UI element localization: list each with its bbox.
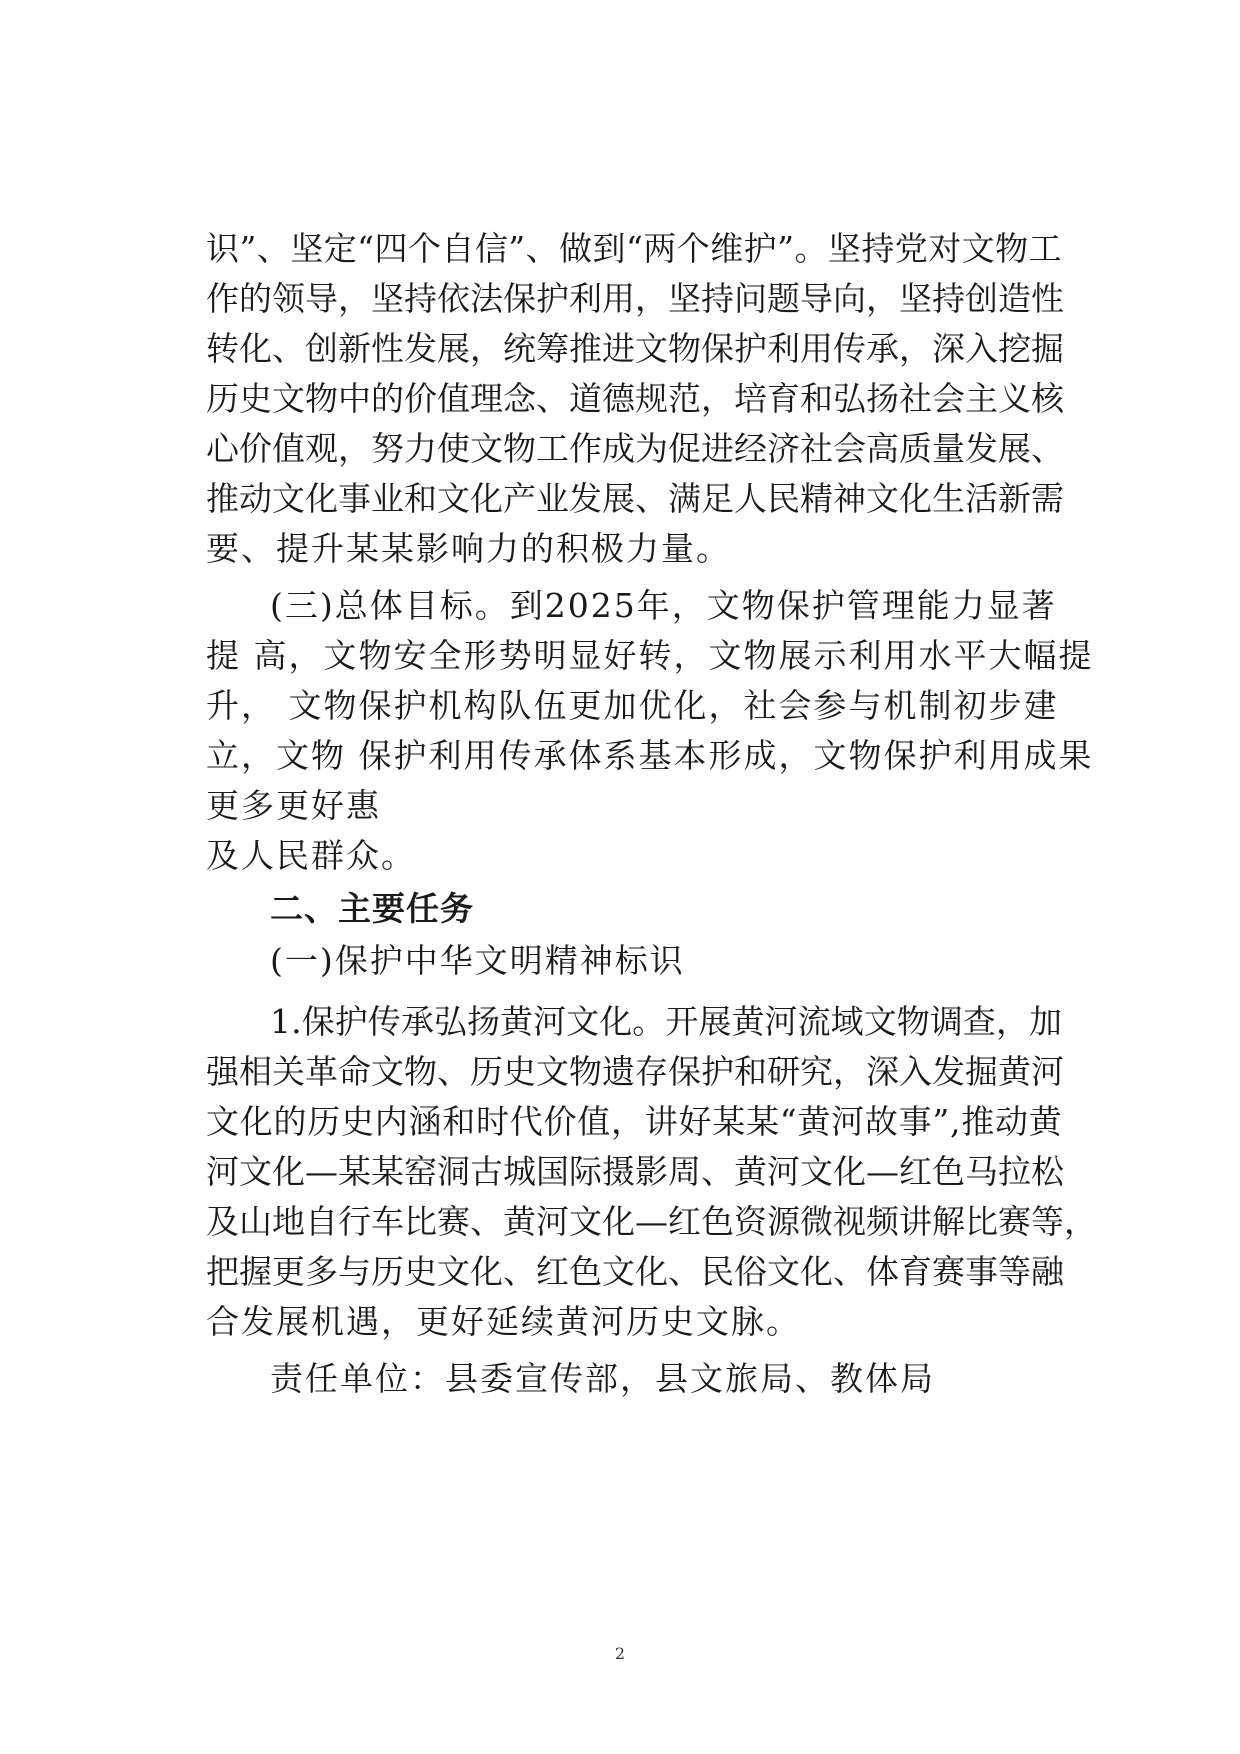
paragraph-3-line-4: 河 文 化 — 某 某 窑 洞 古 城 国 际 摄 影 周 、 黄 河 文 化 — 红 色 马 拉 松 [206, 1152, 1064, 1191]
paragraph-2-line-1: (三)总体目标。到2025年，文物保护管理能力显著 [270, 586, 1057, 625]
paragraph-3-line-3: 文 化 的 历 史 内 涵 和 时 代 价 值 ， 讲 好 某 某 “ 黄 河 故 事 ” , 推 动 黄 [206, 1102, 1062, 1141]
paragraph-3-line-1: 1 . 保 护 传 承 弘 扬 黄 河 文 化 。 开 展 黄 河 流 域 文 物 调 查 ， 加 [270, 1002, 1062, 1041]
subsection-heading: (一)保护中华文明精神标识 [270, 941, 685, 980]
paragraph-3-line-7: 合发展机遇，更好延续黄河历史文脉。 [206, 1302, 801, 1341]
paragraph-3-line-5: 及 山 地 自 行 车 比 赛 、 黄 河 文 化 — 红 色 资 源 微 视 频 讲 解 比 赛 等 ， [206, 1202, 1097, 1241]
paragraph-3-line-6: 把 握 更 多 与 历 史 文 化 、 红 色 文 化 、 民 俗 文 化 、 体 育 赛 事 等 融 [206, 1252, 1064, 1291]
paragraph-1-line-2: 作 的 领 导 ， 坚 持 依 法 保 护 利 用 ， 坚 持 问 题 导 向 ， 坚 持 创 造 性 [206, 279, 1064, 318]
paragraph-1-line-7: 要、提升某某影响力的积极力量。 [206, 529, 731, 568]
paragraph-3-line-2: 强 相 关 革 命 文 物 、 历 史 文 物 遗 存 保 护 和 研 究 ， 深 入 发 掘 黄 河 [206, 1052, 1064, 1091]
paragraph-2-line-6: 及人民群众。 [206, 836, 416, 875]
paragraph-1-line-4: 历 史 文 物 中 的 价 值 理 念 、 道 德 规 范 ， 培 育 和 弘 扬 社 会 主 义 核 [206, 379, 1064, 418]
paragraph-1-line-3: 转 化 、 创 新 性 发 展 ， 统 筹 推 进 文 物 保 护 利 用 传 承 ， 深 入 挖 掘 [206, 329, 1064, 368]
page-number: 2 [614, 1644, 626, 1663]
section-heading: 二、主要任务 [270, 889, 474, 928]
paragraph-2-line-2: 提 高，文物安全形势明显好转，文物展示利用水平大幅提 [206, 636, 1094, 675]
paragraph-1-line-6: 推 动 文 化 事 业 和 文 化 产 业 发 展 、 满 足 人 民 精 神 文 化 生 活 新 需 [206, 479, 1064, 518]
paragraph-1-line-1: 识 ” 、 坚 定 “ 四 个 自 信 ” 、 做 到 “ 两 个 维 护 ” 。 坚 持 党 对 文 物 工 [206, 229, 1062, 268]
paragraph-2-line-3: 升， 文物保护机构队伍更加优化，社会参与机制初步建 [206, 686, 1059, 725]
responsible-units: 责任单位：县委宣传部，县文旅局、教体局 [270, 1359, 935, 1398]
paragraph-2-line-4: 立，文物 保护利用传承体系基本形成，文物保护利用成果 [206, 736, 1094, 775]
paragraph-1-line-5: 心 价 值 观 ， 努 力 使 文 物 工 作 成 为 促 进 经 济 社 会 高 质 量 发 展 、 [206, 429, 1064, 468]
paragraph-2-line-5: 更多更好惠 [206, 786, 381, 825]
